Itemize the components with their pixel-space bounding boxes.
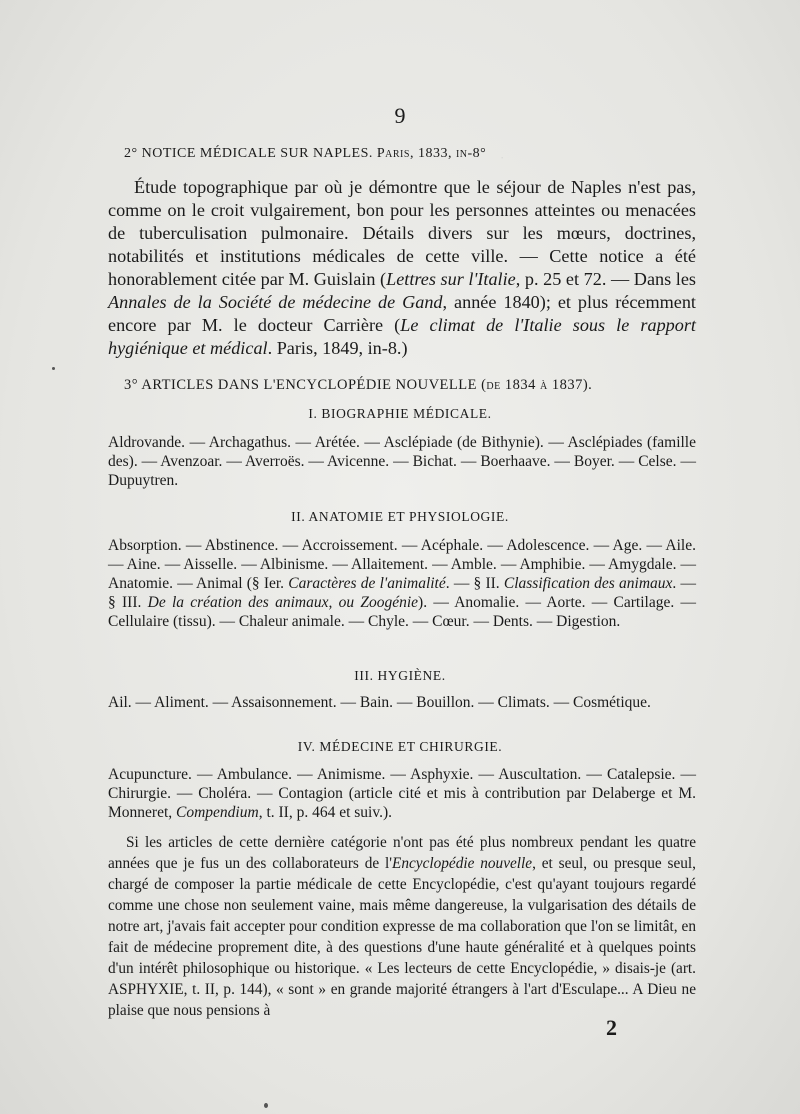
list-anatomie: Absorption. — Abstinence. — Accroissement. — Acéphale. — Adolescence. — Age. — Aile. — Aine. — Aisselle. — Albinisme. — Allaitement. — Amble. — Amphibie. — Amygdale. — Anatomie. — Animal (§ Ier. Caractères de l'animalité. — § II. Classification des animaux. — § III. De la création des animaux, ou Zoogénie). — Anomalie. — Aorte. — Cartilage. — Cellulaire (tissu). — Chaleur animale. — Chyle. — Cœur. — Dents. — Digestion. [108,537,696,630]
subheading-anatomie: II. ANATOMIE ET PHYSIOLOGIE. [291,509,509,524]
naples-paragraph: Étude topographique par où je démontre que le séjour de Naples n'est pas, comme on le croit vulgairement, bon pour les personnes atteintes ou menacées de tuberculisation pulmonaire. Détails divers sur les mœurs, doctrines, notabilités et institutions médicales de cette ville. — Cette notice a été honorablement citée par M. Guislain (Lettres sur l'Italie, p. 25 et 72. — Dans les Annales de la Société de médecine de Gand, année 1840); et plus récemment encore par M. le docteur Carrière (Le climat de l'Italie sous le rapport hygiénique et médical. Paris, 1849, in-8.) [108,177,696,358]
page-number: 9 [394,103,406,128]
bleed-through: · [500,150,505,165]
subheading-biographie: I. BIOGRAPHIE MÉDICALE. [308,406,492,421]
list-biographie: Aldrovande. — Archagathus. — Arétée. — Asclépiade (de Bithynie). — Asclépiades (famille des). — Avenzoar. — Averroës. — Avicenne. — Bichat. — Boerhaave. — Boyer. — Celse. — Dupuytren. [108,434,696,489]
section-heading-naples: 2° NOTICE MÉDICALE SUR NAPLES. Paris, 1833, in-8° [124,146,487,161]
signature-mark: 2 [606,1015,617,1040]
subheading-medecine: IV. MÉDECINE ET CHIRURGIE. [297,739,503,754]
list-medecine: Acupuncture. — Ambulance. — Animisme. — Asphyxie. — Auscultation. — Catalepsie. — Chirurgie. — Choléra. — Contagion (article cité et mis à contribution par Delaberge et M. Monneret, Compendium, t. II, p. 464 et suiv.). [108,766,696,821]
section-heading-encyclopedie: 3° ARTICLES DANS L'ENCYCLOPÉDIE NOUVELLE (de 1834 à 1837). [124,377,593,393]
closing-paragraph: Si les articles de cette dernière catégorie n'ont pas été plus nombreux pendant les quatre années que je fus un des collaborateurs de l'Encyclopédie nouvelle, et seul, ou presque seul, chargé de composer la partie médicale de cette Encyclopédie, c'est qu'ayant toujours regardé comme une chose non seulement vaine, mais même dangereuse, la vulgarisation des détails de notre art, j'avais fait accepter pour condition expresse de ma collaboration que l'on se limitât, en fait de médecine proprement dite, à des questions d'une haute généralité et à quelques points d'un intérêt philosophique ou historique. « Les lecteurs de cette Encyclopédie, » disais-je (art. ASPHYXIE, t. II, p. 144), « sont » en grande majorité étrangers à l'art d'Esculape... A Dieu ne plaise que nous pensions à [108,834,696,1019]
ink-speck [52,367,55,370]
ink-speck [264,1103,268,1108]
list-hygiene: Ail. — Aliment. — Assaisonnement. — Bain. — Bouillon. — Climats. — Cosmétique. [108,694,651,711]
subheading-hygiene: III. HYGIÈNE. [354,668,446,683]
